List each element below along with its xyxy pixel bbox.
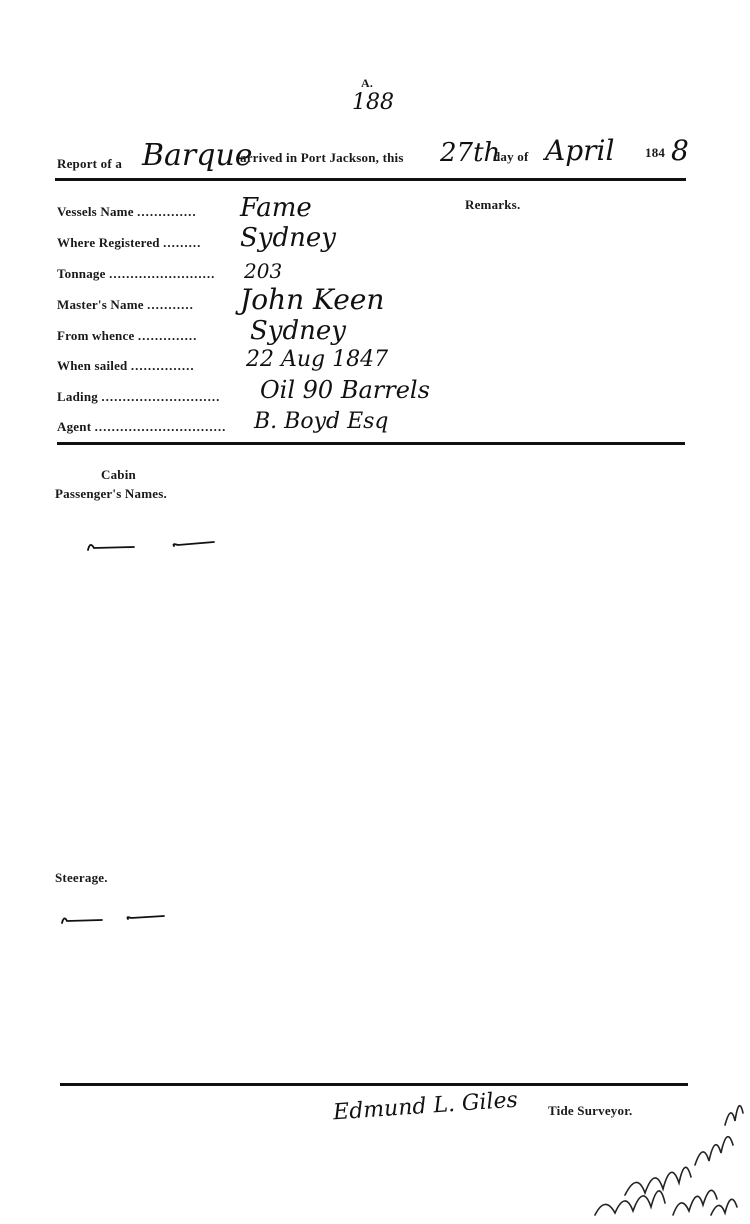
- field-label: Vessels Name ..............: [57, 204, 197, 219]
- report-month: April: [545, 134, 615, 167]
- field-label: Where Registered .........: [57, 235, 202, 250]
- field-label: Agent ...............................: [57, 419, 227, 434]
- margin-scrawl: [585, 1085, 745, 1224]
- form-letter: A.: [361, 76, 374, 90]
- top-rule: [55, 178, 686, 181]
- report-middle: arrived in Port Jackson, this: [240, 150, 404, 165]
- field-value: Sydney: [250, 316, 346, 346]
- surveyor-title: Tide Surveyor.: [548, 1103, 633, 1118]
- field-value: 22 Aug 1847: [246, 347, 389, 372]
- cabin-label: Cabin: [101, 467, 136, 482]
- field-label: From whence ..............: [57, 328, 198, 343]
- field-value: John Keen: [240, 283, 385, 316]
- field-value: Sydney: [240, 223, 336, 253]
- passengers-label: Passenger's Names.: [55, 486, 167, 501]
- field-label: When sailed ...............: [57, 358, 195, 373]
- report-day: 27th: [440, 138, 501, 168]
- field-value: Oil 90 Barrels: [260, 376, 430, 404]
- steerage-nil-dash: [60, 910, 170, 926]
- field-label: Lading ............................: [57, 389, 221, 404]
- field-value: 203: [244, 259, 283, 283]
- steerage-label: Steerage.: [55, 870, 108, 885]
- report-year-printed: 184: [645, 145, 666, 160]
- cabin-nil-dash: [86, 538, 221, 554]
- middle-rule: [57, 442, 685, 445]
- field-label: Master's Name ...........: [57, 297, 194, 312]
- field-value: B. Boyd Esq: [254, 409, 389, 434]
- report-year-hand: 8: [671, 134, 689, 167]
- surveyor-signature: Edmund L. Giles: [332, 1087, 519, 1126]
- form-number: 188: [352, 90, 394, 115]
- report-prefix: Report of a: [57, 156, 123, 171]
- field-value: Fame: [240, 193, 312, 223]
- field-label: Tonnage .........................: [57, 266, 216, 281]
- vessel-type: Barque: [142, 138, 253, 173]
- report-day-of: day of: [493, 149, 529, 164]
- remarks-label: Remarks.: [465, 197, 521, 212]
